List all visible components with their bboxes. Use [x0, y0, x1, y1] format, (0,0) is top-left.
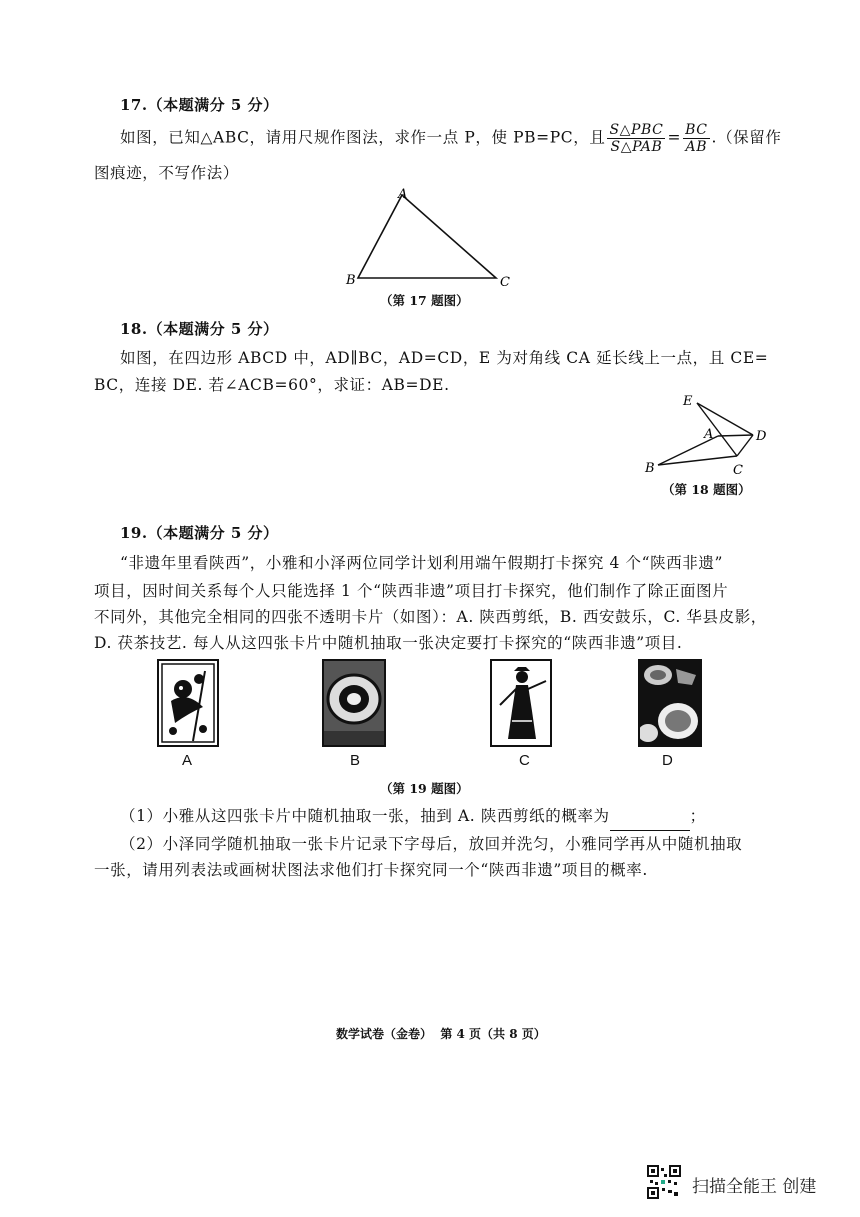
q17-text-pre: 如图，已知△ABC，请用尺规作图法，求作一点 P，使 PB=PC，且 — [120, 128, 606, 147]
q18-figure-caption: （第 18 题图） — [662, 482, 751, 497]
side-ratio-numerator: BC — [685, 122, 708, 138]
q19-subquestion-2-line1: （2）小泽同学随机抽取一张卡片记录下字母后，放回并洗匀，小雅同学再从中随机抽取 — [120, 835, 743, 853]
card-label-d: D — [662, 752, 673, 769]
q19-sub1-end: ； — [689, 807, 706, 825]
q17-text-line2: 图痕迹，不写作法） — [94, 164, 239, 182]
card-label-a: A — [182, 752, 193, 769]
page-footer: 数学试卷（金卷） 第 4 页（共 8 页） — [336, 1027, 546, 1041]
vertex-label-a: A — [398, 187, 408, 202]
q19-subquestion-2-line2: 一张，请用列表法或画树状图法求他们打卡探究同一个“陕西非遗”项目的概率. — [94, 861, 648, 879]
scanner-watermark-text: 扫描全能王 创建 — [692, 1177, 817, 1197]
quadrilateral-abcd-figure — [640, 390, 770, 485]
card-a-papercut-image — [157, 659, 219, 747]
segment-dc — [737, 435, 753, 456]
vertex-label-c: C — [733, 463, 743, 478]
q18-heading: 18.（本题满分 5 分） — [120, 320, 279, 338]
q19-text-line2: 项目，因时间关系每个人只能选择 1 个“陕西非遗”项目打卡探究，他们制作了除正面图片 — [94, 582, 729, 600]
q19-text-line4: D. 茯茶技艺. 每人从这四张卡片中随机抽取一张决定要打卡探究的“陕西非遗”项目. — [94, 634, 683, 652]
card-label-b: B — [350, 752, 361, 769]
q17-figure-caption: （第 17 题图） — [380, 293, 469, 308]
papercut-icon — [159, 661, 217, 745]
vertex-label-b: B — [645, 461, 655, 476]
q19-sub1-text: （1）小雅从这四张卡片中随机抽取一张，抽到 A. 陕西剪纸的概率为 — [120, 807, 610, 825]
q19-heading: 19.（本题满分 5 分） — [120, 524, 279, 542]
vertex-label-d: D — [756, 429, 767, 444]
tea-cups-icon — [640, 661, 700, 745]
equals-sign: = — [667, 128, 682, 147]
q19-text-line1: “非遗年里看陕西”，小雅和小泽两位同学计划利用端午假期打卡探究 4 个“陕西非遗” — [120, 554, 724, 572]
qr-code-icon — [646, 1164, 682, 1200]
shadow-puppet-icon — [492, 661, 550, 745]
card-b-drum-image — [322, 659, 386, 747]
area-ratio-fraction — [607, 122, 665, 155]
vertex-label-a: A — [704, 427, 714, 442]
q17-text-line1 — [120, 122, 781, 155]
q18-text-line1: 如图，在四边形 ABCD 中，AD∥BC，AD=CD，E 为对角线 CA 延长线上一点，且 CE= — [120, 349, 769, 367]
triangle-abc — [358, 195, 496, 278]
q19-subquestion-1 — [120, 801, 706, 831]
segment-bc — [658, 456, 737, 465]
q18-text-line2: BC，连接 DE. 若∠ACB=60°，求证：AB=DE. — [94, 376, 450, 394]
q17-heading: 17.（本题满分 5 分） — [120, 96, 279, 114]
segment-ad — [718, 435, 753, 436]
vertex-label-c: C — [500, 275, 510, 290]
drum-icon — [324, 661, 384, 745]
segment-ce — [697, 403, 737, 456]
side-ratio-denominator: AB — [685, 139, 708, 155]
card-c-shadow-puppet-image — [490, 659, 552, 747]
triangle-abc-figure — [330, 180, 530, 295]
card-label-c: C — [519, 752, 530, 769]
side-ratio-fraction — [683, 122, 709, 155]
vertex-label-e: E — [683, 394, 693, 409]
area-ratio-denominator: S△PAB — [610, 139, 663, 155]
q19-text-line3: 不同外，其他完全相同的四张不透明卡片（如图）：A. 陕西剪纸，B. 西安鼓乐，C. 华县皮影， — [94, 608, 767, 626]
card-d-fu-tea-image — [638, 659, 702, 747]
vertex-label-b: B — [346, 273, 356, 288]
q17-text-post: .（保留作 — [711, 128, 782, 147]
q19-figure-caption: （第 19 题图） — [380, 781, 469, 796]
area-ratio-numerator: S△PBC — [609, 122, 664, 138]
